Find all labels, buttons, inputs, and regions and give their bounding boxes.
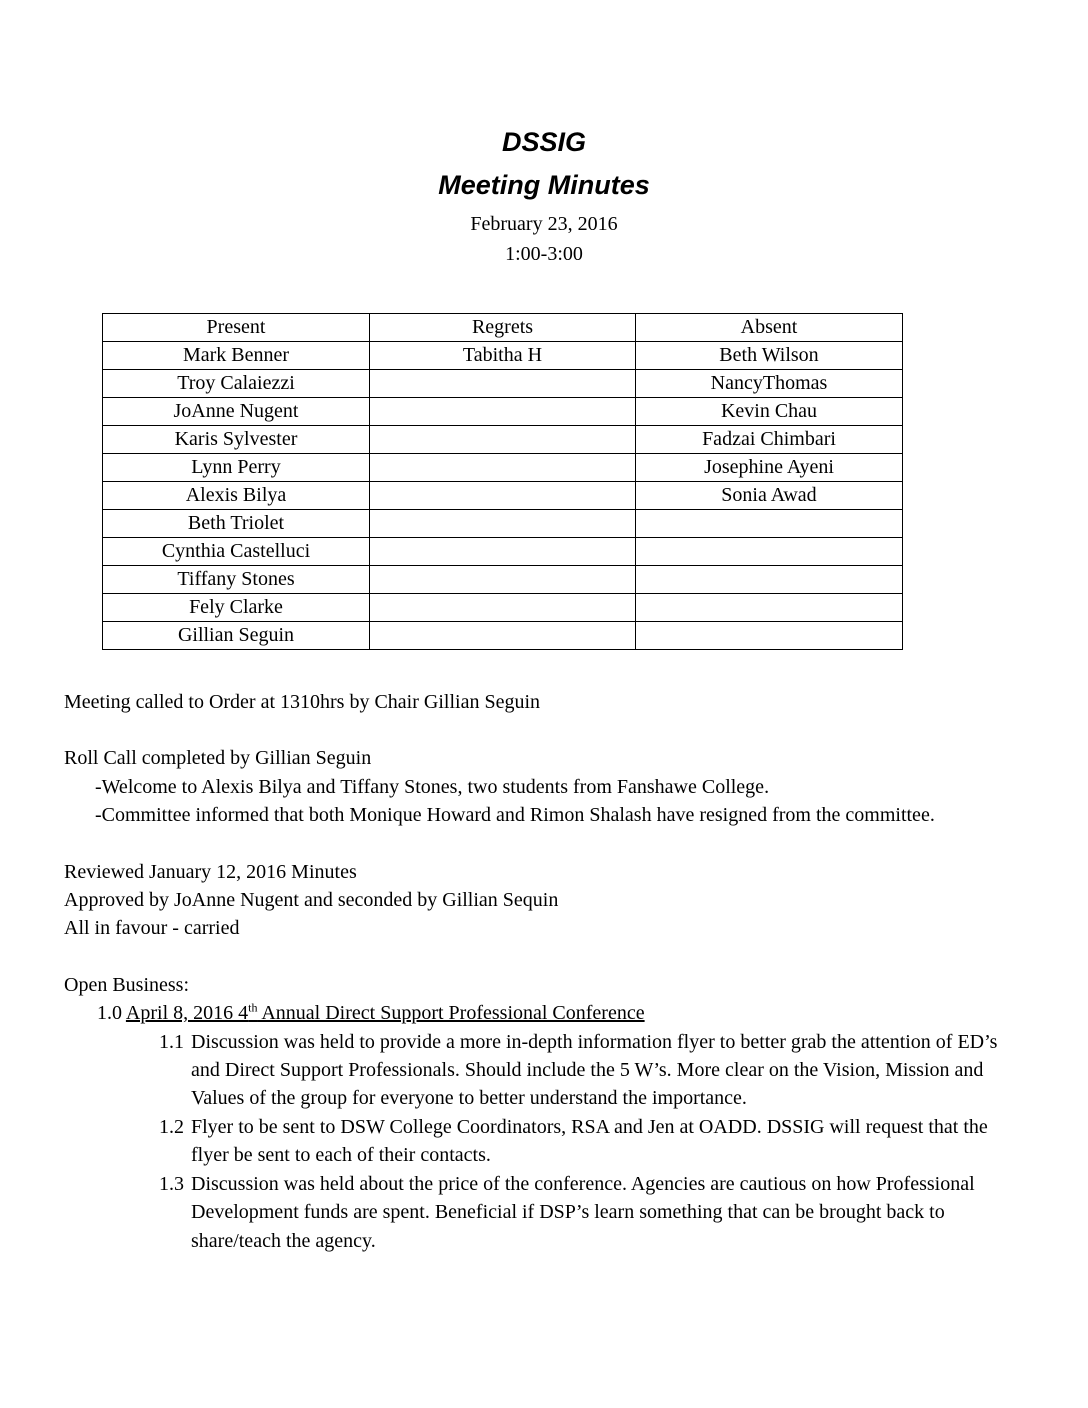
table-row (103, 398, 903, 426)
call-to-order: Meeting called to Order at 1310hrs by Chair Gillian Seguin (64, 691, 541, 713)
roll-call-note: -Committee informed that both Monique Howard and Rimon Shalash have resigned from the committee. (95, 804, 935, 827)
agenda-item-1 (64, 999, 1024, 1027)
absent-cell (636, 566, 903, 594)
regrets-cell (370, 426, 636, 454)
present-cell: Alexis Bilya (103, 482, 370, 510)
table-row (103, 594, 903, 622)
subitem-number: 1.1 (159, 1030, 184, 1053)
table-row (103, 370, 903, 398)
absent-cell: Beth Wilson (636, 342, 903, 370)
favour-line: All in favour - carried (64, 917, 240, 940)
present-cell: Gillian Seguin (103, 622, 370, 650)
subitem-number: 1.3 (159, 1172, 184, 1195)
table-row (103, 342, 903, 370)
absent-cell: Kevin Chau (636, 398, 903, 426)
agenda-subitem (64, 1113, 1024, 1170)
regrets-cell (370, 538, 636, 566)
agenda-item-number: 1.0 (97, 1002, 122, 1025)
present-cell: Troy Calaiezzi (103, 370, 370, 398)
table-row (103, 566, 903, 594)
absent-cell: Sonia Awad (636, 482, 903, 510)
regrets-cell (370, 370, 636, 398)
agenda-subitem (64, 1170, 1024, 1255)
meeting-date: February 23, 2016 (470, 213, 618, 235)
attendance-table (102, 313, 903, 650)
table-row (103, 426, 903, 454)
regrets-cell: Tabitha H (370, 342, 636, 370)
agenda-subitem (64, 1028, 1024, 1113)
subitem-text: Flyer to be sent to DSW College Coordinators, RSA and Jen at OADD. DSSIG will request that the flyer be sent to each of their contacts. (191, 1115, 988, 1167)
regrets-cell (370, 622, 636, 650)
present-cell: JoAnne Nugent (103, 398, 370, 426)
attendance-header-row (103, 314, 903, 342)
subitem-number: 1.2 (159, 1115, 184, 1138)
regrets-cell (370, 510, 636, 538)
column-header-regrets: Regrets (370, 314, 636, 342)
subitem-text: Discussion was held to provide a more in-depth information flyer to better grab the attention of ED’s and Direct Support Professionals. Should include the 5 W’s. More clear on the Vision, Mission and Values of the group for everyone to better understand the importance. (191, 1030, 998, 1110)
column-header-absent: Absent (636, 314, 903, 342)
table-row (103, 622, 903, 650)
column-header-present: Present (103, 314, 370, 342)
meeting-time: 1:00-3:00 (505, 243, 583, 265)
absent-cell: Fadzai Chimbari (636, 426, 903, 454)
absent-cell: Josephine Ayeni (636, 454, 903, 482)
absent-cell (636, 510, 903, 538)
present-cell: Tiffany Stones (103, 566, 370, 594)
regrets-cell (370, 594, 636, 622)
present-cell: Cynthia Castelluci (103, 538, 370, 566)
regrets-cell (370, 454, 636, 482)
table-row (103, 538, 903, 566)
approved-line: Approved by JoAnne Nugent and seconded by Gillian Sequin (64, 889, 559, 912)
subitem-text: Discussion was held about the price of the conference. Agencies are cautious on how Professional Development funds are spent. Beneficial if DSP’s learn something that can be brought back to share/teach the agency. (191, 1172, 975, 1252)
present-cell: Karis Sylvester (103, 426, 370, 454)
present-cell: Beth Triolet (103, 510, 370, 538)
open-business-heading: Open Business: (64, 973, 189, 996)
regrets-cell (370, 566, 636, 594)
absent-cell (636, 622, 903, 650)
absent-cell (636, 594, 903, 622)
document-subtitle: Meeting Minutes (438, 170, 650, 200)
reviewed-minutes: Reviewed January 12, 2016 Minutes (64, 860, 357, 883)
table-row (103, 454, 903, 482)
minutes-body (64, 688, 1024, 1255)
absent-cell (636, 538, 903, 566)
roll-call-note: -Welcome to Alexis Bilya and Tiffany Stones, two students from Fanshawe College. (95, 775, 770, 798)
table-row (103, 482, 903, 510)
agenda-item-title: April 8, 2016 4th Annual Direct Support Professional Conference (125, 1000, 645, 1025)
regrets-cell (370, 398, 636, 426)
present-cell: Mark Benner (103, 342, 370, 370)
roll-call: Roll Call completed by Gillian Seguin (64, 747, 372, 770)
present-cell: Lynn Perry (103, 454, 370, 482)
table-row (103, 510, 903, 538)
document-title: DSSIG (501, 127, 587, 157)
present-cell: Fely Clarke (103, 594, 370, 622)
regrets-cell (370, 482, 636, 510)
absent-cell: NancyThomas (636, 370, 903, 398)
